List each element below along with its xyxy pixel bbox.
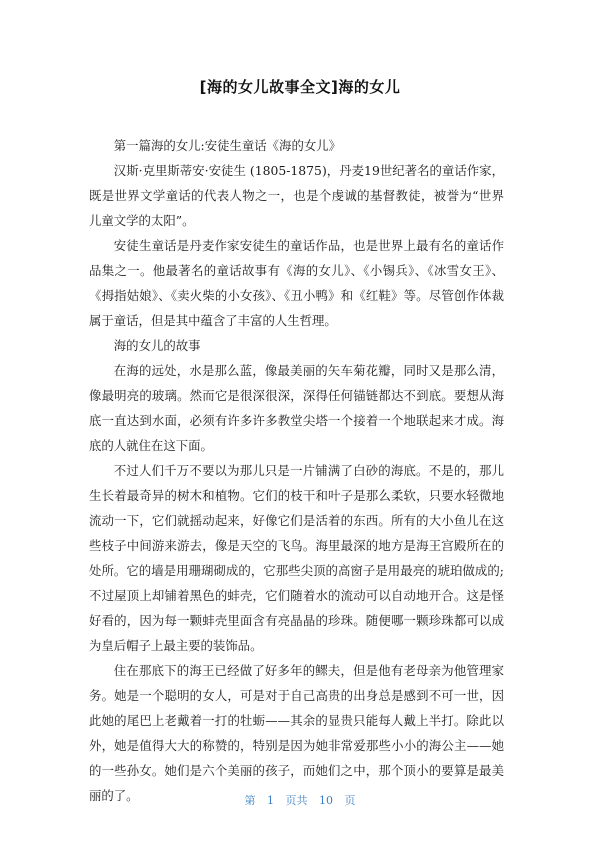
page-footer [0,792,600,808]
paragraph-story-heading: 海的女儿的故事 [113,338,201,353]
footer-page-number: 1 [267,794,274,807]
footer-total-pages: 10 [319,794,333,807]
paragraph-heading-1: 第一篇海的女儿:安徒生童话《海的女儿》 [113,138,342,153]
paragraph-story-3: 住在那底下的海王已经做了好多年的鳏夫，但是他有老母亲为他管理家务。她是一个聪明的女人，可是对于自己高贵的出身总是感到不可一世，因此她的尾巴上老戴着一打的牡蛎——其余的显贵只能每人戴上半打。除此以外，她是值得大大的称赞的，特别是因为她非常爱那些小小的海公主——她的一些孙女。她们是六个美丽的孩子，而她们之中，那个顶小的要算是最美丽的了。 [89,663,504,803]
paragraph-author-intro: 汉斯·克里斯蒂安·安徒生 (1805-1875)，丹麦19世纪著名的童话作家，既是世界文学童话的代表人物之一，也是个虔诚的基督教徒，被誉为“世界儿童文学的太阳”。 [89,163,504,228]
paragraph-story-1: 在海的远处，水是那么蓝，像最美丽的矢车菊花瓣，同时又是那么清，像最明亮的玻璃。然而它是很深很深，深得任何锚链都达不到底。要想从海底一直达到水面，必须有许多许多教堂尖塔一个接着一个地联起来才成。海底的人就住在这下面。 [89,363,504,453]
paragraph-story-2: 不过人们千万不要以为那儿只是一片铺满了白砂的海底。不是的，那儿生长着最奇异的树木和植物。它们的枝干和叶子是那么柔软，只要水轻微地流动一下，它们就摇动起来，好像它们是活着的东西。所有的大小鱼儿在这些枝子中间游来游去，像是天空的飞鸟。海里最深的地方是海王宫殿所在的处所。它的墙是用珊瑚砌成的，它那些尖顶的高窗子是用最亮的琥珀做成的;不过屋顶上却铺着黑色的蚌壳，它们随着水的流动可以自动地开合。这是怪好看的，因为每一颗蚌壳里面含有亮晶晶的珍珠。随便哪一颗珍珠都可以成为皇后帽子上最主要的装饰品。 [89,463,504,653]
document-title: [海的女儿故事全文]海的女儿 [199,78,401,96]
footer-prefix: 第 [244,794,256,807]
paragraph-fairytales-intro: 安徒生童话是丹麦作家安徒生的童话作品，也是世界上最有名的童话作品集之一。他最著名的童话故事有《海的女儿》、《小锡兵》、《冰雪女王》、《拇指姑娘》、《卖火柴的小女孩》、《丑小鸭》和《红鞋》等。尽管创作体裁属于童话，但是其中蕴含了丰富的人生哲理。 [89,238,504,328]
footer-suffix: 页 [344,794,356,807]
document-body [89,133,504,808]
footer-middle: 页共 [285,794,308,807]
